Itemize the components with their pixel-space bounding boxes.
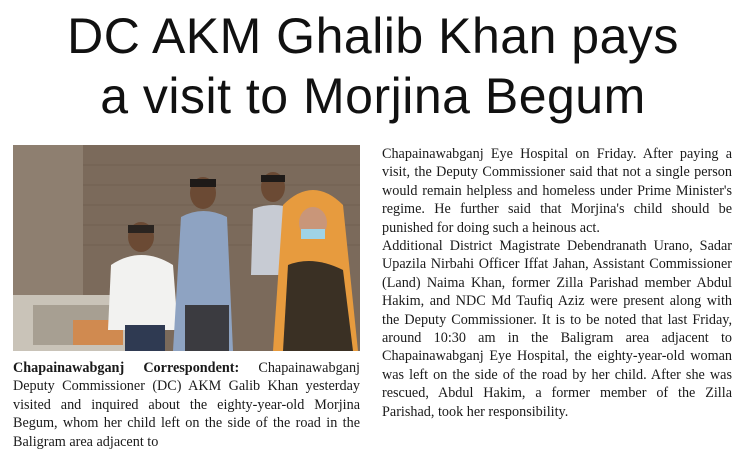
lead-text: Chapainawabganj Deputy Commissioner (DC) AKM Galib Khan yesterday visited and inquired about the eighty-year-old Morjina Begum, whom her child left on the side of the road in the Baligram area adjacent to: [13, 360, 360, 450]
headline-line-1: DC AKM Ghalib Khan pays: [67, 8, 679, 64]
article-lead-paragraph: [13, 359, 360, 451]
news-photo-illustration: [13, 145, 360, 351]
article-right-column: [382, 145, 732, 421]
headline-line-2: a visit to Morjina Begum: [100, 68, 646, 124]
byline: Chapainawabganj Correspondent:: [13, 360, 240, 376]
headline: [0, 6, 746, 126]
article-paragraph-2: Additional District Magistrate Debendranath Urano, Sadar Upazila Nirbahi Officer Iffat Jahan, Assistant Commissioner (Land) Naima Khan, former Zilla Parishad member Abdul Hakim, and NDC Md Taufiq Aziz were present along with the Deputy Commissioner. It is to be noted that last Friday, around 10:30 am in the Baligram area adjacent to Chapainawabganj Eye Hospital, the eighty-year-old woman was left on the side of the road by her child. After she was rescued, Abdul Hakim, a former member of the Zilla Parishad, took her responsibility.: [382, 238, 732, 420]
news-photo: [13, 145, 360, 351]
article-paragraph-1: Chapainawabganj Eye Hospital on Friday. After paying a visit, the Deputy Commissioner said that not a single person would remain helpless and homeless under Prime Minister's regime. He further said that Morjina's child should be punished for doing such a heinous act.: [382, 146, 732, 236]
